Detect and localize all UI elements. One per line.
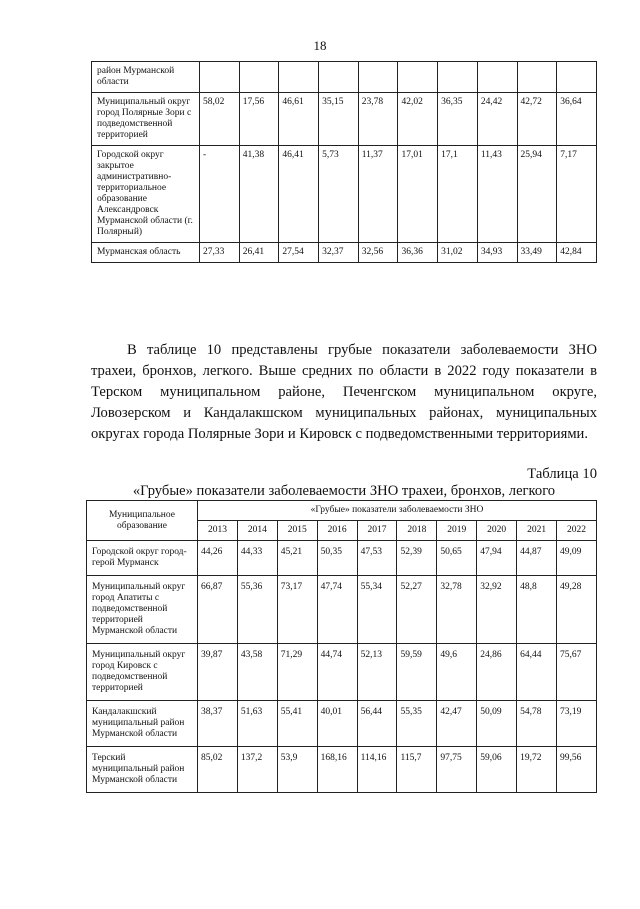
value-cell: 73,17 — [277, 576, 317, 644]
value-cell: 7,17 — [557, 146, 597, 243]
value-cell: 33,49 — [517, 243, 557, 263]
value-cell: 44,87 — [517, 541, 557, 576]
value-cell: 47,74 — [317, 576, 357, 644]
value-cell: 52,13 — [357, 644, 397, 701]
value-cell: 64,44 — [517, 644, 557, 701]
value-cell: 32,78 — [437, 576, 477, 644]
value-cell: 49,28 — [557, 576, 597, 644]
table-row — [92, 146, 597, 243]
value-cell: 45,21 — [277, 541, 317, 576]
value-cell: 59,59 — [397, 644, 437, 701]
value-cell — [438, 62, 478, 93]
municipality-name: Муниципальный округ город Полярные Зори с подведомственной территорией — [92, 93, 200, 146]
value-cell: 17,01 — [398, 146, 438, 243]
value-cell: 55,41 — [277, 701, 317, 747]
value-cell: 55,36 — [237, 576, 277, 644]
table-row — [87, 541, 597, 576]
value-cell — [358, 62, 398, 93]
value-cell: 52,27 — [397, 576, 437, 644]
value-cell: 114,16 — [357, 747, 397, 793]
value-cell: 50,65 — [437, 541, 477, 576]
value-cell: 40,01 — [317, 701, 357, 747]
value-cell: 168,16 — [317, 747, 357, 793]
value-cell: 26,41 — [239, 243, 279, 263]
value-cell — [279, 62, 319, 93]
value-cell: 53,9 — [277, 747, 317, 793]
value-cell: 32,56 — [358, 243, 398, 263]
year-header: 2021 — [517, 521, 557, 541]
value-cell: 11,37 — [358, 146, 398, 243]
header-row — [87, 501, 597, 521]
value-cell: 17,1 — [438, 146, 478, 243]
value-cell: 50,09 — [477, 701, 517, 747]
value-cell: 27,33 — [200, 243, 240, 263]
year-header: 2014 — [237, 521, 277, 541]
table-row — [87, 701, 597, 747]
year-header: 2018 — [397, 521, 437, 541]
value-cell: 52,39 — [397, 541, 437, 576]
value-cell: 46,41 — [279, 146, 319, 243]
value-cell: 27,54 — [279, 243, 319, 263]
value-cell: 24,86 — [477, 644, 517, 701]
value-cell: 36,35 — [438, 93, 478, 146]
value-cell — [239, 62, 279, 93]
municipality-name: Терский муниципальный район Мурманской области — [87, 747, 198, 793]
year-header: 2019 — [437, 521, 477, 541]
value-cell — [517, 62, 557, 93]
value-cell: 55,35 — [397, 701, 437, 747]
value-cell: 73,19 — [557, 701, 597, 747]
value-cell: 42,47 — [437, 701, 477, 747]
top-table — [91, 61, 597, 263]
value-cell: 36,64 — [557, 93, 597, 146]
municipality-name: Городской округ закрытое административно-территориальное образование Александровск Мурманской области (г. Полярный) — [92, 146, 200, 243]
value-cell: 115,7 — [397, 747, 437, 793]
municipality-name: Мурманская область — [92, 243, 200, 263]
value-cell: 24,42 — [477, 93, 517, 146]
value-cell — [477, 62, 517, 93]
value-cell — [319, 62, 359, 93]
value-cell — [200, 62, 240, 93]
value-cell: 41,38 — [239, 146, 279, 243]
value-cell: 19,72 — [517, 747, 557, 793]
page-number: 18 — [313, 38, 327, 53]
value-cell: 36,36 — [398, 243, 438, 263]
value-cell — [398, 62, 438, 93]
table-label: Таблица 10 — [527, 466, 597, 482]
value-cell: 48,8 — [517, 576, 557, 644]
year-header: 2013 — [198, 521, 238, 541]
year-header: 2020 — [477, 521, 517, 541]
value-cell: 49,09 — [557, 541, 597, 576]
value-cell: 44,26 — [198, 541, 238, 576]
value-cell: 42,84 — [557, 243, 597, 263]
value-cell: 49,6 — [437, 644, 477, 701]
value-cell: 11,43 — [477, 146, 517, 243]
value-cell: 97,75 — [437, 747, 477, 793]
value-cell: 17,56 — [239, 93, 279, 146]
table-row — [92, 243, 597, 263]
table-row — [92, 93, 597, 146]
column-header-municipality: Муниципальное образование — [87, 501, 198, 541]
value-cell: 32,92 — [477, 576, 517, 644]
value-cell: 44,74 — [317, 644, 357, 701]
municipality-name: Городской округ город-герой Мурманск — [87, 541, 198, 576]
value-cell: 23,78 — [358, 93, 398, 146]
value-cell: 54,78 — [517, 701, 557, 747]
value-cell: 75,67 — [557, 644, 597, 701]
year-header: 2016 — [317, 521, 357, 541]
value-cell: 99,56 — [557, 747, 597, 793]
value-cell: 5,73 — [319, 146, 359, 243]
table-row — [92, 62, 597, 93]
value-cell: 50,35 — [317, 541, 357, 576]
body-paragraph: В таблице 10 представлены грубые показатели заболеваемости ЗНО трахеи, бронхов, легкого. Выше средних по области в 2022 году показатели в Терском муниципальном районе, Печенгском муниципальном округе, Ловозерском и Кандалакшском муниципальных районах, муниципальных округах города Полярные Зори и Кировск с подведомственными территориями. — [91, 342, 597, 442]
value-cell: 137,2 — [237, 747, 277, 793]
value-cell: 34,93 — [477, 243, 517, 263]
value-cell: 71,29 — [277, 644, 317, 701]
value-cell: 32,37 — [319, 243, 359, 263]
value-cell: 59,06 — [477, 747, 517, 793]
table-title: «Грубые» показатели заболеваемости ЗНО трахеи, бронхов, легкого — [132, 483, 556, 499]
value-cell: 66,87 — [198, 576, 238, 644]
value-cell: 42,02 — [398, 93, 438, 146]
municipality-name: район Мурманской области — [92, 62, 200, 93]
value-cell: - — [200, 146, 240, 243]
value-cell: 51,63 — [237, 701, 277, 747]
value-cell: 55,34 — [357, 576, 397, 644]
value-cell: 35,15 — [319, 93, 359, 146]
value-cell: 56,44 — [357, 701, 397, 747]
value-cell: 25,94 — [517, 146, 557, 243]
municipality-name: Муниципальный округ город Апатиты с подведомственной территорией Мурманской области — [87, 576, 198, 644]
value-cell: 47,53 — [357, 541, 397, 576]
year-header: 2015 — [277, 521, 317, 541]
value-cell: 44,33 — [237, 541, 277, 576]
value-cell: 46,61 — [279, 93, 319, 146]
year-header: 2022 — [557, 521, 597, 541]
value-cell: 31,02 — [438, 243, 478, 263]
value-cell: 47,94 — [477, 541, 517, 576]
value-cell: 43,58 — [237, 644, 277, 701]
table-row — [87, 576, 597, 644]
municipality-name: Муниципальный округ город Кировск с подведомственной территорией — [87, 644, 198, 701]
value-cell: 42,72 — [517, 93, 557, 146]
value-cell: 39,87 — [198, 644, 238, 701]
value-cell: 85,02 — [198, 747, 238, 793]
municipality-name: Кандалакшский муниципальный район Мурманской области — [87, 701, 198, 747]
value-cell: 38,37 — [198, 701, 238, 747]
table-row — [87, 644, 597, 701]
column-group-header: «Грубые» показатели заболеваемости ЗНО — [198, 501, 597, 521]
value-cell: 58,02 — [200, 93, 240, 146]
table-row — [87, 747, 597, 793]
value-cell — [557, 62, 597, 93]
main-table — [86, 500, 597, 793]
year-header: 2017 — [357, 521, 397, 541]
